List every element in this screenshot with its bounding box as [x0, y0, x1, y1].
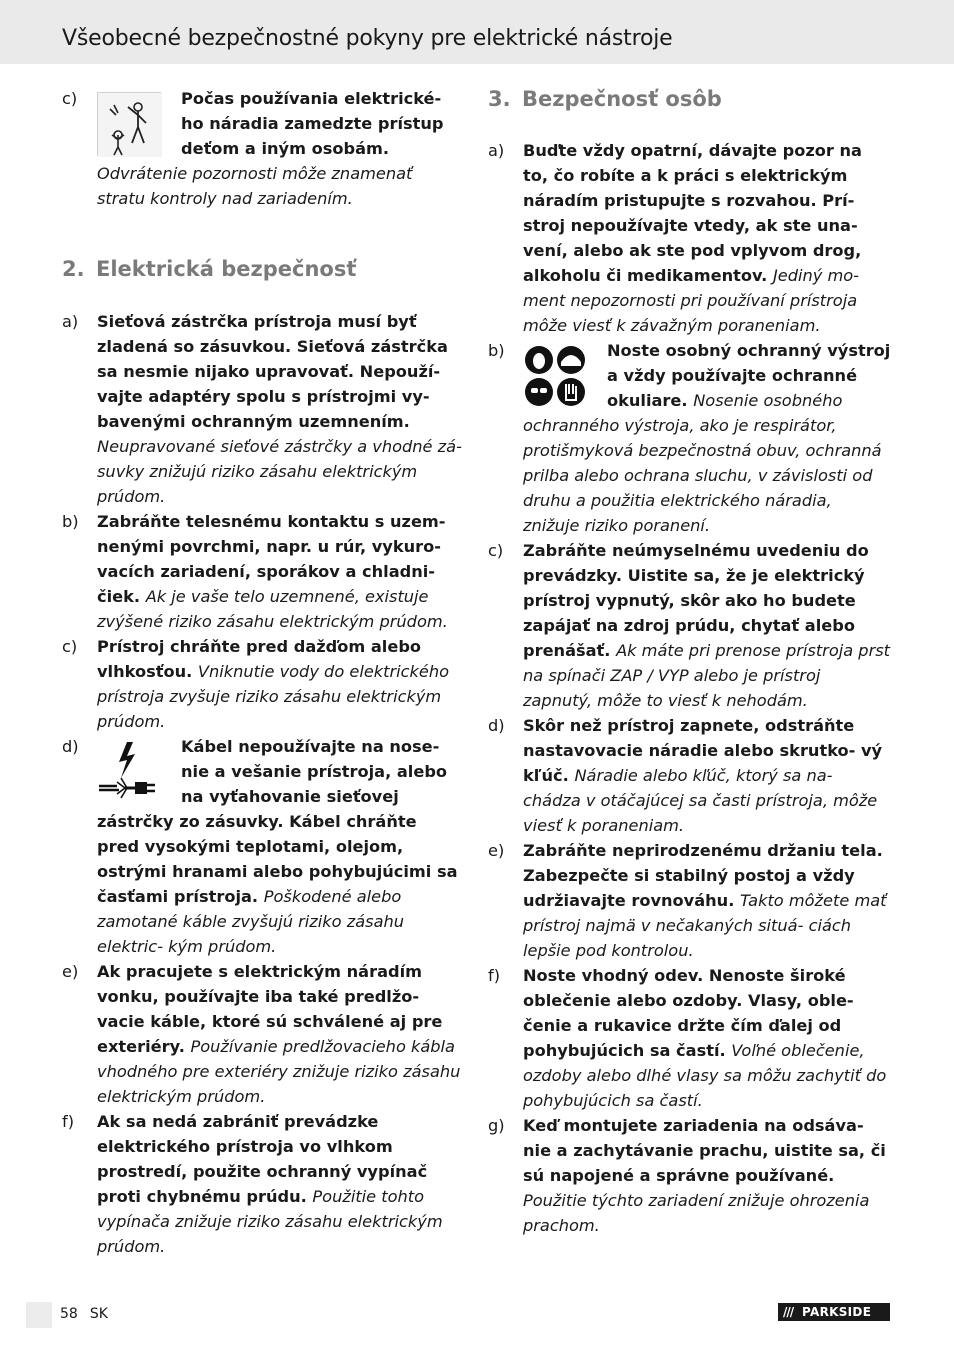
item-bold-text: Buďte vždy opatrní, dávajte pozor na to, čo robíte a k práci s elektrickým náradím pristupujte s rozvahou. Prí- stroj nepoužívajte vtedy, ak ste una- vení, alebo ak ste pod vplyvom drog, alkoholu či medikamentov.: [523, 141, 862, 285]
list-item-d: [62, 734, 464, 959]
item-label: b): [488, 341, 505, 360]
item-bold-text: Kábel nepoužívajte na nose- nie a vešanie prístroja, alebo na vyťahovanie sieťovej zástrčky zo zásuvky. Kábel chráňte pred vysokými teplotami, olejom, ostrými hranami alebo pohybujúcimi sa časťami prístroja.: [97, 737, 458, 906]
item-italic-text: Jediný mo- ment nepozornosti pri používaní prístroja môže viesť k závažným poraneniam.: [523, 266, 859, 335]
item-italic-text: Neupravované sieťové zástrčky a vhodné zá- suvky znižujú riziko zásahu elektrickým prúdom.: [97, 437, 462, 506]
item-bold-text: Skôr než prístroj zapnete, odstráňte nastavovacie náradie alebo skrutko- vý kľúč.: [523, 716, 883, 785]
logo-text: PARKSIDE: [802, 1305, 872, 1319]
page-number: 58: [60, 1306, 78, 1322]
item-italic-text: Použitie týchto zariadení znižuje ohrozenia prachom.: [523, 1191, 870, 1235]
item-bold-text: Sieťová zástrčka prístroja musí byť zladená so zásuvkou. Sieťová zástrčka sa nesmie nijako upravovať. Nepouží- vajte adaptéry spolu s prístrojmi vy- bavenými ochranným uzemnením.: [97, 312, 448, 431]
item-bold-text: Keď montujete zariadenia na odsáva- nie a zachytávanie prachu, uistite sa, či sú napojené a správne používané.: [523, 1116, 886, 1185]
item-bold-text: Zabráňte telesnému kontaktu s uzem- nenými povrchmi, napr. u rúr, vykuro- vacích zariadení, sporákov a chladni- čiek.: [97, 512, 446, 606]
footer-marker: [26, 1302, 52, 1328]
item-italic-text: Vniknutie vody do elektrického prístroja zvyšuje riziko zásahu elektrickým prúdom.: [97, 662, 450, 731]
item-bold-text: Noste vhodný odev. Nenoste široké oblečenie alebo ozdoby. Vlasy, oble- čenie a rukavice držte čím ďalej od pohybujúcich sa častí.: [523, 966, 854, 1060]
item-bold-text: Noste osobný ochranný výstroj a vždy používajte ochranné okuliare.: [607, 341, 891, 410]
right-column: [488, 86, 892, 1238]
item-label: d): [488, 716, 505, 735]
item-label: g): [488, 1116, 505, 1135]
item-label: c): [62, 89, 78, 108]
item-bold-text: Ak pracujete s elektrickým náradím vonku, používajte iba také predlžo- vacie káble, ktoré sú schválené aj pre exteriéry.: [97, 962, 443, 1056]
item-italic-text: Odvrátenie pozornosti môže znamenať stratu kontroly nad zariadením.: [97, 164, 413, 208]
section-heading-electrical: 2. Elektrická bezpečnosť: [62, 257, 357, 281]
footer-page-info: [60, 1306, 120, 1322]
item-bold-text: Prístroj chráňte pred dažďom alebo vlhkosťou.: [97, 637, 422, 681]
list-item-g: [488, 1113, 892, 1238]
list-item-a: [62, 309, 464, 509]
item-italic-text: Poškodené alebo zamotané káble zvyšujú riziko zásahu elektric- kým prúdom.: [97, 887, 405, 956]
child-keep-away-icon: [97, 92, 161, 156]
protective-equipment-icon: [523, 344, 587, 408]
cable-damage-icon: [97, 740, 161, 804]
item-label: a): [62, 312, 79, 331]
item-label: c): [488, 541, 504, 560]
left-column: [62, 86, 464, 1259]
item-label: e): [62, 962, 79, 981]
parkside-logo: [778, 1303, 890, 1321]
item-label: f): [62, 1112, 75, 1131]
item-label: c): [62, 637, 78, 656]
list-item-f: [62, 1109, 464, 1259]
item-italic-text: Takto môžete mať prístroj najmä v nečakaných situá- ciách lepšie pod kontrolou.: [523, 891, 887, 960]
item-italic-text: Nosenie osobného ochranného výstroja, ako je respirátor, protišmyková bezpečnostná obuv, ochranná prilba alebo ochrana sluchu, v závislosti od druhu a použitia elektrického náradia, znižuje riziko poranení.: [523, 391, 882, 535]
item-bold-text: Ak sa nedá zabrániť prevádzke elektrického prístroja vo vlhkom prostredí, použite ochranný vypínač proti chybnému prúdu.: [97, 1112, 428, 1206]
item-bold-text: Zabráňte neúmyselnému uvedeniu do prevádzky. Uistite sa, že je elektrický prístroj vypnutý, skôr ako ho budete zapájať na zdroj prúdu, chytať alebo prenášať.: [523, 541, 869, 660]
list-item-c: [62, 634, 464, 734]
item-label: b): [62, 512, 79, 531]
item-label: a): [488, 141, 505, 160]
logo-slashes: ///: [783, 1305, 794, 1319]
item-bold-text: Zabráňte neprirodzenému držaniu tela. Zabezpečte si stabilný postoj a vždy udržiavajte rovnováhu.: [523, 841, 883, 910]
list-item-e: [488, 838, 892, 963]
item-label: d): [62, 737, 79, 756]
item-italic-text: Voľné oblečenie, ozdoby alebo dlhé vlasy sa môžu zachytiť do pohybujúcich sa častí.: [523, 1041, 887, 1110]
list-item-b: [488, 338, 892, 538]
list-item-d: [488, 713, 892, 838]
list-item-c: [488, 538, 892, 713]
list-item-f: [488, 963, 892, 1113]
item-italic-text: Použitie tohto vypínača znižuje riziko zásahu elektrickým prúdom.: [97, 1187, 443, 1256]
item-italic-text: Náradie alebo kľúč, ktorý sa na- chádza v otáčajúcej sa časti prístroja, môže viesť k poraneniam.: [523, 766, 878, 835]
page-title: Všeobecné bezpečnostné pokyny pre elektrické nástroje: [62, 26, 673, 51]
item-label: e): [488, 841, 505, 860]
item-italic-text: Používanie predlžovacieho kábla vhodného pre exteriéry znižuje riziko zásahu elektrickým prúdom.: [97, 1037, 461, 1106]
item-bold-text: Počas používania elektrické- ho náradia zamedzte prístup deťom a iným osobám.: [181, 89, 444, 158]
list-item-c-top: [62, 86, 464, 211]
list-item-b: [62, 509, 464, 634]
section-heading-personal-safety: 3. Bezpečnosť osôb: [488, 87, 722, 111]
list-item-a: [488, 138, 892, 338]
item-italic-text: Ak máte pri prenose prístroja prst na spínači ZAP / VYP alebo je prístroj zapnutý, môže to viesť k nehodám.: [523, 641, 891, 710]
list-item-e: [62, 959, 464, 1109]
item-italic-text: Ak je vaše telo uzemnené, existuje zvýšené riziko zásahu elektrickým prúdom.: [97, 587, 448, 631]
item-label: f): [488, 966, 501, 985]
language-code: SK: [89, 1306, 108, 1322]
